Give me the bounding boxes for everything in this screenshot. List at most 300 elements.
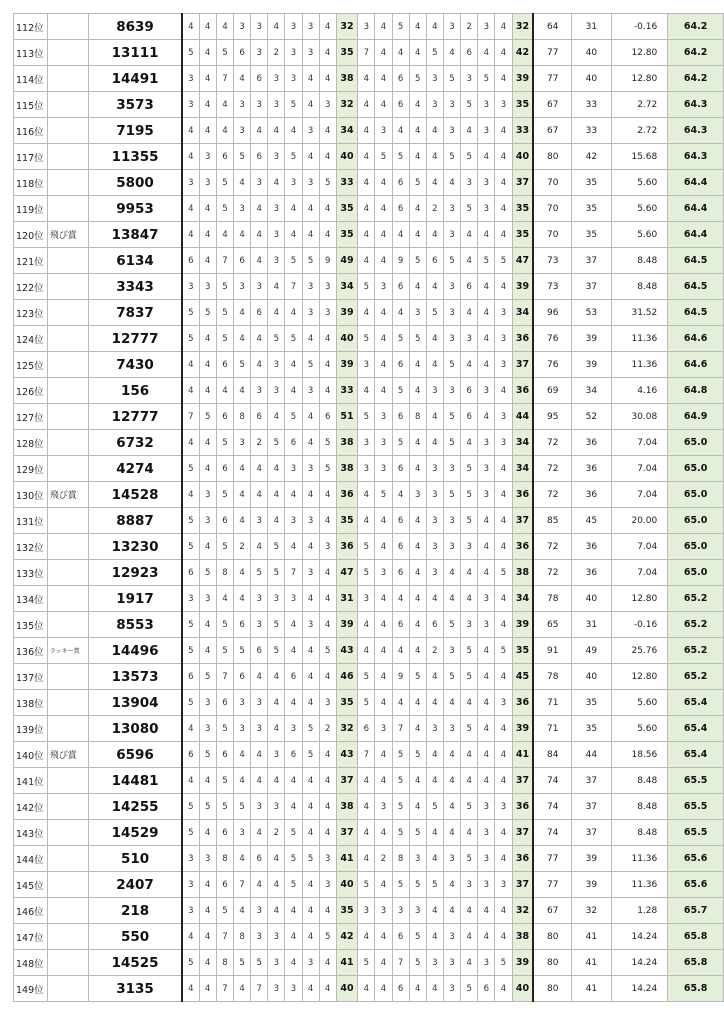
out-hole-score-cell: 6 bbox=[216, 690, 233, 716]
in-hole-score-cell: 4 bbox=[409, 560, 426, 586]
table-row bbox=[14, 742, 724, 768]
out-hole-score-cell: 3 bbox=[182, 92, 199, 118]
in-hole-score-cell: 3 bbox=[478, 378, 495, 404]
out-hole-score-cell: 4 bbox=[199, 898, 216, 924]
out-hole-score-cell: 3 bbox=[233, 716, 250, 742]
in-total-cell: 35 bbox=[512, 638, 533, 664]
out-hole-score-cell: 4 bbox=[302, 404, 319, 430]
out-hole-score-cell: 3 bbox=[285, 508, 302, 534]
out-hole-score-cell: 5 bbox=[233, 638, 250, 664]
out-hole-score-cell: 3 bbox=[302, 950, 319, 976]
out-hole-score-cell: 4 bbox=[319, 508, 336, 534]
in-hole-score-cell: 3 bbox=[478, 170, 495, 196]
table-row bbox=[14, 768, 724, 794]
in-hole-score-cell: 4 bbox=[375, 690, 392, 716]
entry-number-cell: 9953 bbox=[89, 196, 182, 222]
in-hole-score-cell: 5 bbox=[358, 690, 375, 716]
in-hole-score-cell: 4 bbox=[495, 768, 512, 794]
out-hole-score-cell: 3 bbox=[233, 820, 250, 846]
rank-cell: 117位 bbox=[14, 144, 48, 170]
in-hole-score-cell: 5 bbox=[461, 144, 478, 170]
in-hole-score-cell: 5 bbox=[478, 248, 495, 274]
net-diff-cell: 7.04 bbox=[611, 534, 667, 560]
in-hole-score-cell: 6 bbox=[426, 612, 443, 638]
handicap-cell: 44 bbox=[571, 742, 611, 768]
in-hole-score-cell: 6 bbox=[392, 612, 409, 638]
out-hole-score-cell: 6 bbox=[216, 456, 233, 482]
in-hole-score-cell: 4 bbox=[409, 14, 426, 40]
out-hole-score-cell: 4 bbox=[319, 586, 336, 612]
out-hole-score-cell: 4 bbox=[285, 378, 302, 404]
out-hole-score-cell: 3 bbox=[285, 586, 302, 612]
out-total-cell: 35 bbox=[336, 40, 357, 66]
handicap-cell: 35 bbox=[571, 170, 611, 196]
out-hole-score-cell: 3 bbox=[199, 508, 216, 534]
out-hole-score-cell: 5 bbox=[285, 92, 302, 118]
gross-score-cell: 78 bbox=[533, 664, 571, 690]
rank-cell: 146位 bbox=[14, 898, 48, 924]
in-hole-score-cell: 4 bbox=[478, 40, 495, 66]
out-hole-score-cell: 7 bbox=[285, 274, 302, 300]
rank-cell: 113位 bbox=[14, 40, 48, 66]
out-hole-score-cell: 5 bbox=[216, 274, 233, 300]
in-hole-score-cell: 4 bbox=[426, 586, 443, 612]
handicap-cell: 34 bbox=[571, 378, 611, 404]
table-row bbox=[14, 66, 724, 92]
in-hole-score-cell: 4 bbox=[409, 716, 426, 742]
award-cell bbox=[47, 248, 88, 274]
in-hole-score-cell: 4 bbox=[495, 976, 512, 1002]
in-hole-score-cell: 6 bbox=[478, 976, 495, 1002]
out-hole-score-cell: 5 bbox=[216, 430, 233, 456]
award-cell bbox=[47, 586, 88, 612]
table-row bbox=[14, 508, 724, 534]
in-hole-score-cell: 4 bbox=[375, 196, 392, 222]
out-hole-score-cell: 4 bbox=[251, 664, 268, 690]
out-total-cell: 35 bbox=[336, 898, 357, 924]
handicap-cell: 35 bbox=[571, 690, 611, 716]
in-hole-score-cell: 3 bbox=[443, 534, 460, 560]
in-hole-score-cell: 4 bbox=[426, 222, 443, 248]
out-hole-score-cell: 6 bbox=[216, 144, 233, 170]
entry-number-cell: 14255 bbox=[89, 794, 182, 820]
out-hole-score-cell: 4 bbox=[233, 482, 250, 508]
out-hole-score-cell: 5 bbox=[182, 690, 199, 716]
in-hole-score-cell: 4 bbox=[358, 820, 375, 846]
in-hole-score-cell: 5 bbox=[358, 560, 375, 586]
in-hole-score-cell: 4 bbox=[426, 664, 443, 690]
gross-score-cell: 73 bbox=[533, 248, 571, 274]
handicap-cell: 40 bbox=[571, 586, 611, 612]
final-score-cell: 65.4 bbox=[668, 742, 724, 768]
out-hole-score-cell: 6 bbox=[251, 404, 268, 430]
out-hole-score-cell: 5 bbox=[216, 768, 233, 794]
out-hole-score-cell: 4 bbox=[302, 820, 319, 846]
in-hole-score-cell: 4 bbox=[409, 144, 426, 170]
final-score-cell: 65.0 bbox=[668, 482, 724, 508]
entry-number-cell: 156 bbox=[89, 378, 182, 404]
out-hole-score-cell: 4 bbox=[319, 820, 336, 846]
out-hole-score-cell: 4 bbox=[199, 196, 216, 222]
out-hole-score-cell: 4 bbox=[199, 924, 216, 950]
in-total-cell: 37 bbox=[512, 768, 533, 794]
in-hole-score-cell: 6 bbox=[461, 378, 478, 404]
handicap-cell: 36 bbox=[571, 560, 611, 586]
net-diff-cell: 7.04 bbox=[611, 482, 667, 508]
award-cell bbox=[47, 924, 88, 950]
in-hole-score-cell: 4 bbox=[495, 586, 512, 612]
entry-number-cell: 3135 bbox=[89, 976, 182, 1002]
rank-cell: 134位 bbox=[14, 586, 48, 612]
in-hole-score-cell: 4 bbox=[375, 586, 392, 612]
final-score-cell: 65.5 bbox=[668, 768, 724, 794]
in-total-cell: 34 bbox=[512, 586, 533, 612]
out-hole-score-cell: 3 bbox=[319, 92, 336, 118]
out-hole-score-cell: 4 bbox=[233, 560, 250, 586]
final-score-cell: 64.5 bbox=[668, 274, 724, 300]
in-hole-score-cell: 9 bbox=[392, 664, 409, 690]
in-hole-score-cell: 5 bbox=[461, 846, 478, 872]
out-hole-score-cell: 4 bbox=[319, 144, 336, 170]
award-cell bbox=[47, 976, 88, 1002]
in-hole-score-cell: 3 bbox=[443, 222, 460, 248]
out-hole-score-cell: 7 bbox=[233, 872, 250, 898]
rank-cell: 148位 bbox=[14, 950, 48, 976]
out-hole-score-cell: 4 bbox=[319, 560, 336, 586]
out-hole-score-cell: 4 bbox=[268, 690, 285, 716]
in-hole-score-cell: 4 bbox=[409, 638, 426, 664]
out-hole-score-cell: 3 bbox=[285, 14, 302, 40]
in-hole-score-cell: 4 bbox=[358, 768, 375, 794]
in-hole-score-cell: 3 bbox=[426, 66, 443, 92]
out-hole-score-cell: 4 bbox=[319, 66, 336, 92]
award-cell bbox=[47, 430, 88, 456]
out-hole-score-cell: 4 bbox=[233, 378, 250, 404]
out-hole-score-cell: 3 bbox=[268, 248, 285, 274]
in-hole-score-cell: 4 bbox=[409, 430, 426, 456]
in-hole-score-cell: 4 bbox=[358, 638, 375, 664]
out-hole-score-cell: 4 bbox=[199, 872, 216, 898]
out-total-cell: 36 bbox=[336, 534, 357, 560]
out-hole-score-cell: 3 bbox=[233, 118, 250, 144]
handicap-cell: 37 bbox=[571, 248, 611, 274]
in-hole-score-cell: 4 bbox=[426, 326, 443, 352]
out-hole-score-cell: 5 bbox=[233, 794, 250, 820]
award-cell bbox=[47, 820, 88, 846]
in-hole-score-cell: 4 bbox=[426, 404, 443, 430]
in-hole-score-cell: 5 bbox=[495, 560, 512, 586]
rank-cell: 119位 bbox=[14, 196, 48, 222]
entry-number-cell: 12777 bbox=[89, 404, 182, 430]
in-hole-score-cell: 5 bbox=[358, 534, 375, 560]
out-hole-score-cell: 5 bbox=[302, 352, 319, 378]
award-cell bbox=[47, 300, 88, 326]
in-hole-score-cell: 7 bbox=[358, 40, 375, 66]
out-hole-score-cell: 4 bbox=[233, 846, 250, 872]
in-hole-score-cell: 3 bbox=[478, 794, 495, 820]
gross-score-cell: 70 bbox=[533, 196, 571, 222]
in-hole-score-cell: 5 bbox=[443, 144, 460, 170]
in-total-cell: 34 bbox=[512, 300, 533, 326]
in-hole-score-cell: 4 bbox=[392, 690, 409, 716]
handicap-cell: 36 bbox=[571, 430, 611, 456]
in-hole-score-cell: 5 bbox=[358, 950, 375, 976]
in-hole-score-cell: 3 bbox=[461, 612, 478, 638]
net-diff-cell: 11.36 bbox=[611, 872, 667, 898]
in-hole-score-cell: 4 bbox=[495, 716, 512, 742]
in-hole-score-cell: 4 bbox=[409, 92, 426, 118]
out-hole-score-cell: 8 bbox=[233, 404, 250, 430]
in-hole-score-cell: 3 bbox=[426, 482, 443, 508]
out-hole-score-cell: 4 bbox=[199, 612, 216, 638]
in-hole-score-cell: 4 bbox=[478, 508, 495, 534]
handicap-cell: 39 bbox=[571, 846, 611, 872]
in-total-cell: 36 bbox=[512, 378, 533, 404]
in-hole-score-cell: 4 bbox=[426, 690, 443, 716]
out-total-cell: 42 bbox=[336, 924, 357, 950]
rank-cell: 133位 bbox=[14, 560, 48, 586]
gross-score-cell: 64 bbox=[533, 14, 571, 40]
out-hole-score-cell: 5 bbox=[216, 534, 233, 560]
in-hole-score-cell: 4 bbox=[375, 326, 392, 352]
net-diff-cell: -0.16 bbox=[611, 14, 667, 40]
out-hole-score-cell: 4 bbox=[182, 14, 199, 40]
table-row bbox=[14, 248, 724, 274]
in-hole-score-cell: 4 bbox=[461, 924, 478, 950]
out-hole-score-cell: 4 bbox=[319, 482, 336, 508]
out-hole-score-cell: 4 bbox=[233, 66, 250, 92]
in-hole-score-cell: 3 bbox=[495, 872, 512, 898]
entry-number-cell: 7430 bbox=[89, 352, 182, 378]
table-row bbox=[14, 872, 724, 898]
out-hole-score-cell: 6 bbox=[182, 248, 199, 274]
net-diff-cell: 12.80 bbox=[611, 40, 667, 66]
in-hole-score-cell: 5 bbox=[443, 66, 460, 92]
award-cell bbox=[47, 872, 88, 898]
out-hole-score-cell: 3 bbox=[268, 976, 285, 1002]
out-total-cell: 33 bbox=[336, 378, 357, 404]
in-total-cell: 39 bbox=[512, 716, 533, 742]
out-hole-score-cell: 3 bbox=[251, 924, 268, 950]
in-hole-score-cell: 4 bbox=[409, 378, 426, 404]
in-total-cell: 36 bbox=[512, 482, 533, 508]
in-hole-score-cell: 4 bbox=[478, 898, 495, 924]
in-hole-score-cell: 5 bbox=[392, 872, 409, 898]
in-hole-score-cell: 4 bbox=[358, 300, 375, 326]
out-hole-score-cell: 4 bbox=[199, 14, 216, 40]
out-hole-score-cell: 4 bbox=[182, 430, 199, 456]
in-hole-score-cell: 4 bbox=[461, 586, 478, 612]
in-total-cell: 42 bbox=[512, 40, 533, 66]
in-hole-score-cell: 4 bbox=[478, 222, 495, 248]
in-hole-score-cell: 3 bbox=[443, 326, 460, 352]
award-cell bbox=[47, 326, 88, 352]
out-hole-score-cell: 5 bbox=[233, 352, 250, 378]
net-diff-cell: 14.24 bbox=[611, 924, 667, 950]
in-hole-score-cell: 4 bbox=[358, 482, 375, 508]
in-hole-score-cell: 4 bbox=[443, 690, 460, 716]
award-cell bbox=[47, 690, 88, 716]
out-hole-score-cell: 5 bbox=[285, 144, 302, 170]
handicap-cell: 40 bbox=[571, 66, 611, 92]
out-hole-score-cell: 3 bbox=[182, 170, 199, 196]
in-hole-score-cell: 5 bbox=[409, 664, 426, 690]
out-hole-score-cell: 3 bbox=[251, 690, 268, 716]
out-hole-score-cell: 6 bbox=[319, 404, 336, 430]
gross-score-cell: 80 bbox=[533, 976, 571, 1002]
out-hole-score-cell: 3 bbox=[182, 586, 199, 612]
in-hole-score-cell: 3 bbox=[478, 92, 495, 118]
in-total-cell: 41 bbox=[512, 742, 533, 768]
in-hole-score-cell: 4 bbox=[375, 742, 392, 768]
out-hole-score-cell: 5 bbox=[268, 638, 285, 664]
in-hole-score-cell: 4 bbox=[375, 820, 392, 846]
out-hole-score-cell: 5 bbox=[251, 950, 268, 976]
in-hole-score-cell: 5 bbox=[443, 248, 460, 274]
out-hole-score-cell: 5 bbox=[285, 248, 302, 274]
out-hole-score-cell: 4 bbox=[233, 508, 250, 534]
in-hole-score-cell: 4 bbox=[375, 92, 392, 118]
out-hole-score-cell: 4 bbox=[319, 14, 336, 40]
out-hole-score-cell: 4 bbox=[199, 456, 216, 482]
out-hole-score-cell: 5 bbox=[268, 560, 285, 586]
out-hole-score-cell: 5 bbox=[319, 924, 336, 950]
in-hole-score-cell: 5 bbox=[375, 482, 392, 508]
in-hole-score-cell: 4 bbox=[495, 612, 512, 638]
out-hole-score-cell: 4 bbox=[199, 768, 216, 794]
gross-score-cell: 96 bbox=[533, 300, 571, 326]
out-total-cell: 34 bbox=[336, 118, 357, 144]
in-hole-score-cell: 4 bbox=[358, 118, 375, 144]
award-cell bbox=[47, 92, 88, 118]
in-total-cell: 38 bbox=[512, 560, 533, 586]
in-hole-score-cell: 5 bbox=[461, 716, 478, 742]
in-total-cell: 39 bbox=[512, 950, 533, 976]
in-hole-score-cell: 5 bbox=[392, 326, 409, 352]
out-hole-score-cell: 5 bbox=[268, 326, 285, 352]
in-hole-score-cell: 4 bbox=[478, 742, 495, 768]
out-hole-score-cell: 5 bbox=[251, 560, 268, 586]
in-hole-score-cell: 4 bbox=[358, 66, 375, 92]
handicap-cell: 35 bbox=[571, 222, 611, 248]
in-hole-score-cell: 2 bbox=[426, 638, 443, 664]
award-cell bbox=[47, 846, 88, 872]
out-hole-score-cell: 3 bbox=[319, 274, 336, 300]
out-hole-score-cell: 3 bbox=[268, 586, 285, 612]
out-hole-score-cell: 5 bbox=[182, 950, 199, 976]
final-score-cell: 64.4 bbox=[668, 222, 724, 248]
out-hole-score-cell: 4 bbox=[302, 66, 319, 92]
table-row bbox=[14, 482, 724, 508]
out-hole-score-cell: 5 bbox=[319, 638, 336, 664]
in-hole-score-cell: 3 bbox=[443, 378, 460, 404]
in-hole-score-cell: 3 bbox=[478, 482, 495, 508]
entry-number-cell: 14491 bbox=[89, 66, 182, 92]
in-hole-score-cell: 4 bbox=[375, 508, 392, 534]
out-hole-score-cell: 4 bbox=[233, 898, 250, 924]
in-hole-score-cell: 5 bbox=[409, 170, 426, 196]
out-hole-score-cell: 3 bbox=[268, 66, 285, 92]
in-hole-score-cell: 4 bbox=[478, 534, 495, 560]
in-hole-score-cell: 3 bbox=[358, 456, 375, 482]
out-hole-score-cell: 5 bbox=[199, 560, 216, 586]
in-hole-score-cell: 4 bbox=[358, 794, 375, 820]
out-hole-score-cell: 4 bbox=[182, 716, 199, 742]
handicap-cell: 37 bbox=[571, 794, 611, 820]
in-hole-score-cell: 4 bbox=[443, 794, 460, 820]
out-total-cell: 36 bbox=[336, 482, 357, 508]
in-hole-score-cell: 6 bbox=[392, 456, 409, 482]
out-hole-score-cell: 3 bbox=[199, 170, 216, 196]
final-score-cell: 64.3 bbox=[668, 118, 724, 144]
out-hole-score-cell: 3 bbox=[268, 794, 285, 820]
table-row bbox=[14, 560, 724, 586]
out-hole-score-cell: 7 bbox=[251, 976, 268, 1002]
out-hole-score-cell: 4 bbox=[199, 820, 216, 846]
in-total-cell: 32 bbox=[512, 14, 533, 40]
out-hole-score-cell: 4 bbox=[216, 118, 233, 144]
table-row bbox=[14, 586, 724, 612]
out-total-cell: 43 bbox=[336, 742, 357, 768]
in-hole-score-cell: 4 bbox=[443, 768, 460, 794]
out-total-cell: 46 bbox=[336, 664, 357, 690]
out-hole-score-cell: 6 bbox=[233, 248, 250, 274]
in-hole-score-cell: 3 bbox=[495, 404, 512, 430]
in-hole-score-cell: 4 bbox=[478, 690, 495, 716]
out-hole-score-cell: 6 bbox=[216, 820, 233, 846]
out-hole-score-cell: 4 bbox=[285, 794, 302, 820]
rank-cell: 115位 bbox=[14, 92, 48, 118]
award-cell bbox=[47, 534, 88, 560]
table-row bbox=[14, 612, 724, 638]
final-score-cell: 65.7 bbox=[668, 898, 724, 924]
out-total-cell: 32 bbox=[336, 14, 357, 40]
out-hole-score-cell: 3 bbox=[268, 742, 285, 768]
gross-score-cell: 71 bbox=[533, 690, 571, 716]
out-hole-score-cell: 3 bbox=[285, 716, 302, 742]
gross-score-cell: 72 bbox=[533, 560, 571, 586]
out-hole-score-cell: 4 bbox=[251, 742, 268, 768]
out-hole-score-cell: 6 bbox=[285, 742, 302, 768]
in-hole-score-cell: 9 bbox=[392, 248, 409, 274]
in-total-cell: 34 bbox=[512, 456, 533, 482]
out-hole-score-cell: 4 bbox=[302, 924, 319, 950]
award-cell: 飛び賞 bbox=[47, 482, 88, 508]
in-hole-score-cell: 2 bbox=[426, 196, 443, 222]
net-diff-cell: 8.48 bbox=[611, 768, 667, 794]
in-hole-score-cell: 4 bbox=[409, 612, 426, 638]
out-hole-score-cell: 4 bbox=[302, 768, 319, 794]
in-hole-score-cell: 4 bbox=[358, 976, 375, 1002]
out-hole-score-cell: 3 bbox=[251, 378, 268, 404]
out-hole-score-cell: 4 bbox=[199, 40, 216, 66]
out-hole-score-cell: 7 bbox=[216, 976, 233, 1002]
in-hole-score-cell: 3 bbox=[443, 716, 460, 742]
in-hole-score-cell: 4 bbox=[375, 638, 392, 664]
out-hole-score-cell: 5 bbox=[216, 40, 233, 66]
in-hole-score-cell: 4 bbox=[375, 950, 392, 976]
gross-score-cell: 76 bbox=[533, 326, 571, 352]
out-hole-score-cell: 3 bbox=[302, 170, 319, 196]
final-score-cell: 65.0 bbox=[668, 430, 724, 456]
in-hole-score-cell: 4 bbox=[443, 898, 460, 924]
in-hole-score-cell: 4 bbox=[478, 352, 495, 378]
in-hole-score-cell: 3 bbox=[443, 274, 460, 300]
rank-cell: 130位 bbox=[14, 482, 48, 508]
handicap-cell: 39 bbox=[571, 872, 611, 898]
in-hole-score-cell: 4 bbox=[392, 482, 409, 508]
out-hole-score-cell: 4 bbox=[285, 898, 302, 924]
